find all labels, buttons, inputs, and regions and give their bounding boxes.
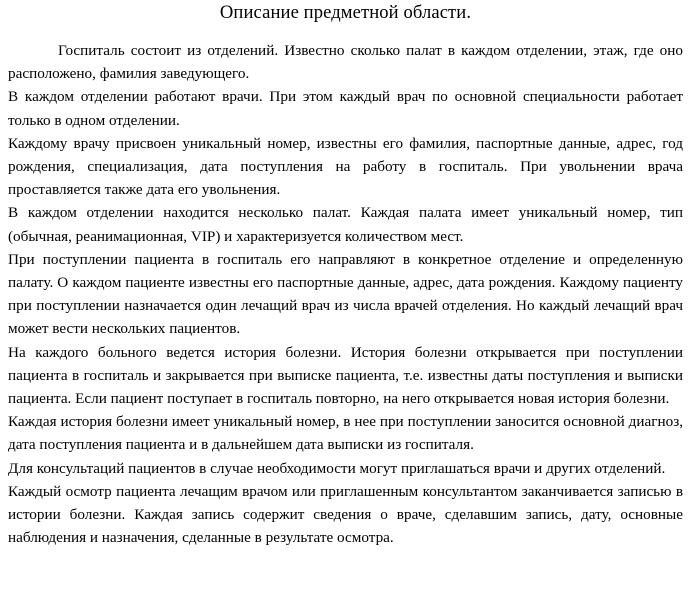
paragraph-medical-history: На каждого больного ведется история болезни. История болезни открывается при поступлении пациента в госпиталь и закрывается при выписке пациента, т.е. известны даты поступления и выписки пациента. Если пациент поступает в госпиталь повторно, на него открывается новая история болезни. xyxy=(8,343,683,408)
paragraph-patient-admission: При поступлении пациента в госпиталь его направляют в конкретное отделение и определенную палату. О каждом пациенте известны его паспортные данные, адрес, дата рождения. Каждому пациенту при поступлении назначается один лечащий врач из числа врачей отделения. Но каждый лечащий врач может вести нескольких пациентов. xyxy=(8,250,683,338)
paragraph-consultations: Для консультаций пациентов в случае необходимости могут приглашаться врачи и других отделений. xyxy=(8,459,666,477)
paragraph-wards: В каждом отделении находится несколько палат. Каждая палата имеет уникальный номер, тип (обычная, реанимационная, VIP) и характеризуется количеством мест. xyxy=(8,204,683,245)
paragraph-doctors-departments: В каждом отделении работают врачи. При этом каждый врач по основной специальности работает только в одном отделении. xyxy=(8,88,683,129)
document-title: Описание предметной области. xyxy=(219,2,472,23)
paragraph-examination: Каждый осмотр пациента лечащим врачом или приглашенным консультантом заканчивается записью в истории болезни. Каждая запись содержит сведения о враче, сделавшим запись, дату, основные наблюдения и назначения, сделанные в результате осмотра. xyxy=(8,482,683,547)
paragraph-hospital: Госпиталь состоит из отделений. Известно сколько палат в каждом отделении, этаж, где оно расположено, фамилия заведующего. xyxy=(8,42,683,83)
paragraph-doctor-info: Каждому врачу присвоен уникальный номер, известны его фамилия, паспортные данные, адрес, год рождения, специализация, дата поступления на работу в госпиталь. При увольнении врача проставляется также дата его увольнения. xyxy=(8,134,683,199)
paragraph-history-number: Каждая история болезни имеет уникальный номер, в нее при поступлении заносится основной диагноз, дата поступления пациента и в дальнейшем дата выписки из госпиталя. xyxy=(8,413,683,454)
document-page xyxy=(0,1,691,612)
